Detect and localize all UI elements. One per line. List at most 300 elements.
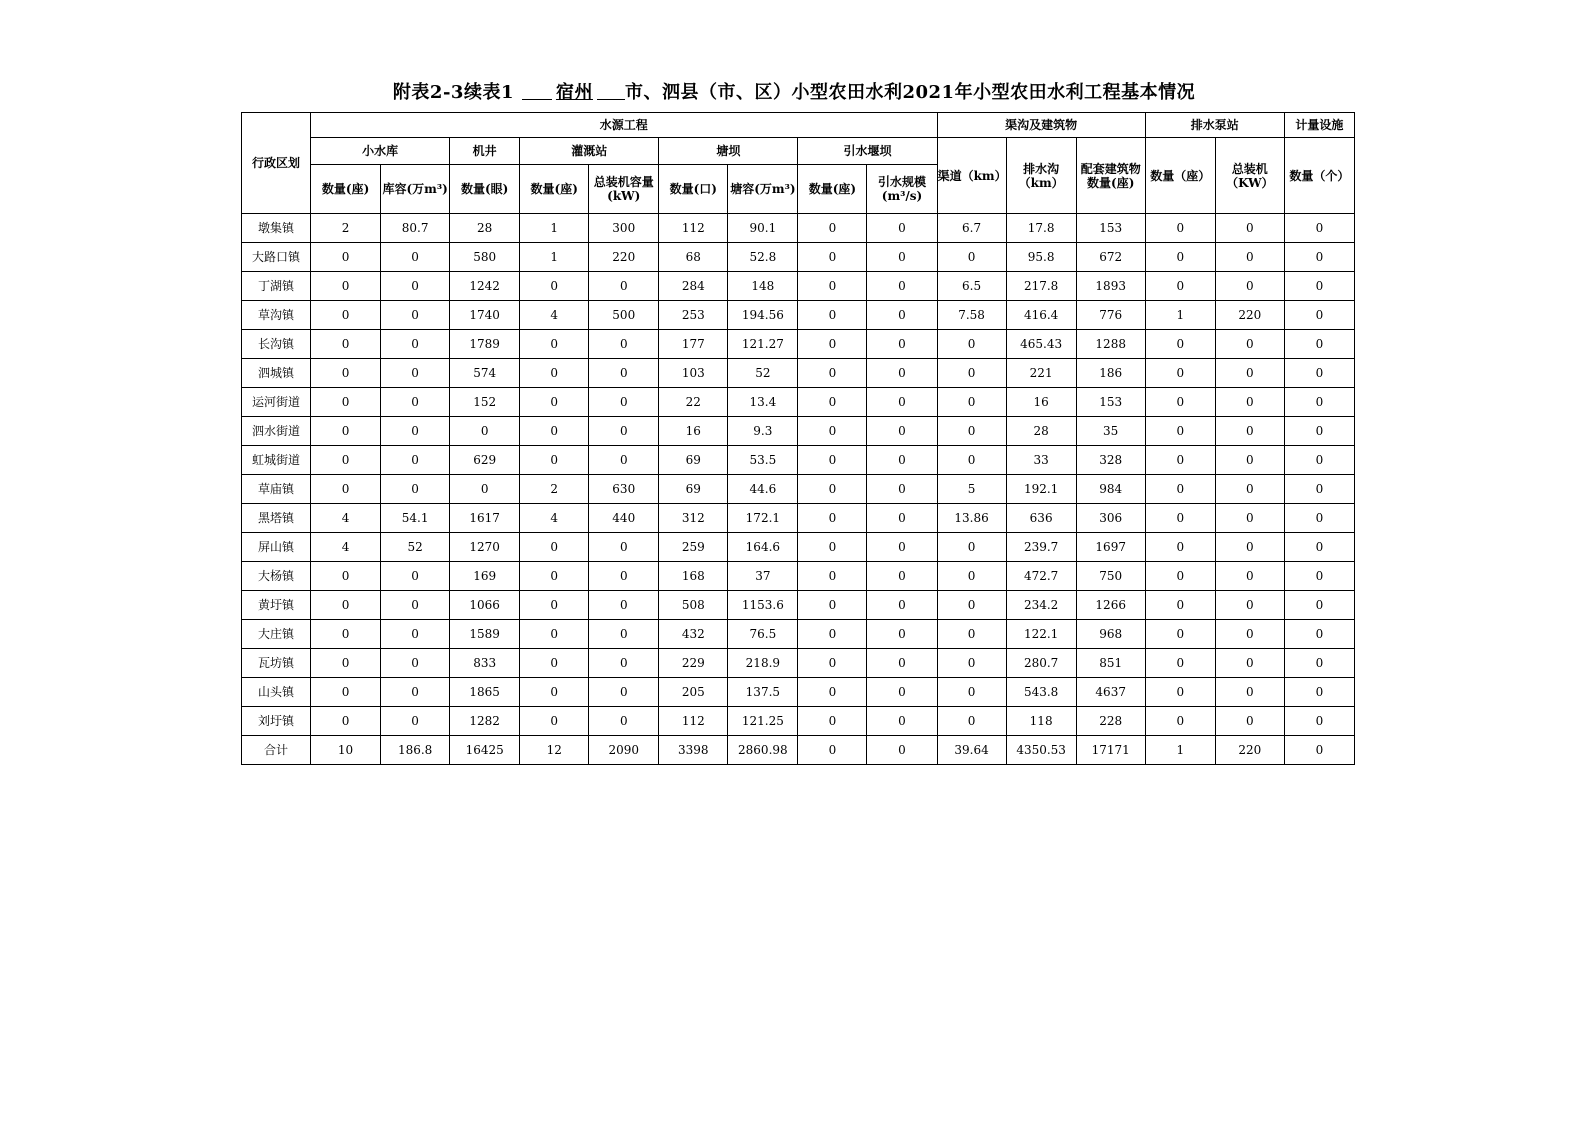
table-cell: 0 xyxy=(1145,214,1215,243)
table-cell: 7.58 xyxy=(937,301,1006,330)
table-cell: 0 xyxy=(311,678,381,707)
table-cell: 0 xyxy=(798,707,867,736)
table-cell: 4 xyxy=(520,504,589,533)
table-cell: 0 xyxy=(937,417,1006,446)
table-cell: 0 xyxy=(937,243,1006,272)
table-cell: 0 xyxy=(311,388,381,417)
region-cell: 大杨镇 xyxy=(242,562,311,591)
table-cell: 28 xyxy=(450,214,520,243)
table-cell: 500 xyxy=(589,301,659,330)
table-cell: 228 xyxy=(1076,707,1145,736)
table-cell: 0 xyxy=(867,417,937,446)
table-cell: 0 xyxy=(381,678,450,707)
table-cell: 0 xyxy=(867,301,937,330)
table-cell: 0 xyxy=(381,417,450,446)
table-cell: 1789 xyxy=(450,330,520,359)
table-cell: 0 xyxy=(520,359,589,388)
table-cell: 0 xyxy=(1215,620,1284,649)
header-metering: 计量设施 xyxy=(1284,113,1354,138)
table-cell: 1153.6 xyxy=(728,591,798,620)
table-cell: 1282 xyxy=(450,707,520,736)
table-cell: 0 xyxy=(867,446,937,475)
table-cell: 0 xyxy=(1284,533,1354,562)
table-row xyxy=(242,301,1355,330)
table-cell: 0 xyxy=(1284,272,1354,301)
table-row xyxy=(242,388,1355,417)
table-cell: 0 xyxy=(520,446,589,475)
total-row xyxy=(242,736,1355,765)
table-cell: 186.8 xyxy=(381,736,450,765)
table-cell: 0 xyxy=(798,272,867,301)
table-cell: 0 xyxy=(867,475,937,504)
table-cell: 12 xyxy=(520,736,589,765)
table-cell: 1893 xyxy=(1076,272,1145,301)
table-cell: 0 xyxy=(1145,243,1215,272)
table-cell: 851 xyxy=(1076,649,1145,678)
table-cell: 0 xyxy=(381,562,450,591)
table-cell: 0 xyxy=(1145,620,1215,649)
table-cell: 0 xyxy=(937,707,1006,736)
header-station-power: 总装机容量(kW) xyxy=(589,165,659,214)
table-cell: 0 xyxy=(520,330,589,359)
header-well-count: 数量(眼) xyxy=(450,165,520,214)
table-cell: 472.7 xyxy=(1006,562,1076,591)
table-cell: 1288 xyxy=(1076,330,1145,359)
header-metering-count: 数量（个） xyxy=(1284,138,1354,214)
table-cell: 218.9 xyxy=(728,649,798,678)
table-cell: 0 xyxy=(381,620,450,649)
table-cell: 121.27 xyxy=(728,330,798,359)
table-cell: 0 xyxy=(867,330,937,359)
table-cell: 44.6 xyxy=(728,475,798,504)
table-cell: 148 xyxy=(728,272,798,301)
table-cell: 968 xyxy=(1076,620,1145,649)
region-cell: 屏山镇 xyxy=(242,533,311,562)
table-row xyxy=(242,272,1355,301)
table-row xyxy=(242,359,1355,388)
table-cell: 10 xyxy=(311,736,381,765)
table-cell: 0 xyxy=(311,591,381,620)
region-cell: 大路口镇 xyxy=(242,243,311,272)
table-cell: 0 xyxy=(1284,620,1354,649)
table-cell: 0 xyxy=(1145,359,1215,388)
table-cell: 0 xyxy=(798,533,867,562)
table-cell: 0 xyxy=(589,330,659,359)
table-cell: 0 xyxy=(798,388,867,417)
table-cell: 328 xyxy=(1076,446,1145,475)
table-cell: 0 xyxy=(937,359,1006,388)
header-small-reservoir: 小水库 xyxy=(311,138,450,165)
table-cell: 0 xyxy=(589,388,659,417)
table-row xyxy=(242,591,1355,620)
page-title xyxy=(0,78,1588,104)
table-cell: 4637 xyxy=(1076,678,1145,707)
table-cell: 574 xyxy=(450,359,520,388)
table-cell: 0 xyxy=(867,707,937,736)
table-cell: 0 xyxy=(1215,707,1284,736)
table-cell: 0 xyxy=(589,649,659,678)
title-prefix: 附表2-3续表1 xyxy=(392,82,514,103)
table-body xyxy=(242,214,1355,765)
table-cell: 1266 xyxy=(1076,591,1145,620)
table-cell: 1 xyxy=(1145,301,1215,330)
table-cell: 0 xyxy=(381,330,450,359)
table-cell: 68 xyxy=(659,243,728,272)
table-cell: 0 xyxy=(1284,330,1354,359)
table-cell: 172.1 xyxy=(728,504,798,533)
table-cell: 0 xyxy=(1284,475,1354,504)
table-cell: 2860.98 xyxy=(728,736,798,765)
table-cell: 1270 xyxy=(450,533,520,562)
table-cell: 118 xyxy=(1006,707,1076,736)
table-cell: 0 xyxy=(1215,678,1284,707)
table-cell: 0 xyxy=(1215,649,1284,678)
region-cell: 墩集镇 xyxy=(242,214,311,243)
table-cell: 4 xyxy=(311,533,381,562)
table-cell: 112 xyxy=(659,707,728,736)
title-blank-right xyxy=(597,85,625,100)
header-pond-count: 数量(口) xyxy=(659,165,728,214)
table-cell: 1589 xyxy=(450,620,520,649)
table-cell: 69 xyxy=(659,446,728,475)
table-cell: 0 xyxy=(1284,707,1354,736)
table-cell: 229 xyxy=(659,649,728,678)
table-cell: 6.7 xyxy=(937,214,1006,243)
table-cell: 0 xyxy=(520,649,589,678)
table-row xyxy=(242,417,1355,446)
table-cell: 16 xyxy=(1006,388,1076,417)
table-cell: 0 xyxy=(867,533,937,562)
header-reservoir-capacity: 库容(万m³) xyxy=(381,165,450,214)
table-cell: 0 xyxy=(381,301,450,330)
table-cell: 465.43 xyxy=(1006,330,1076,359)
table-cell: 194.56 xyxy=(728,301,798,330)
table-cell: 0 xyxy=(798,359,867,388)
table-header xyxy=(242,113,1355,214)
table-cell: 52.8 xyxy=(728,243,798,272)
table-cell: 0 xyxy=(1145,417,1215,446)
table-cell: 69 xyxy=(659,475,728,504)
table-cell: 1066 xyxy=(450,591,520,620)
table-cell: 833 xyxy=(450,649,520,678)
table-cell: 0 xyxy=(381,359,450,388)
irrigation-works-table xyxy=(241,112,1355,765)
table-cell: 0 xyxy=(937,533,1006,562)
table-cell: 0 xyxy=(381,272,450,301)
table-cell: 0 xyxy=(798,417,867,446)
table-row xyxy=(242,475,1355,504)
table-cell: 0 xyxy=(311,272,381,301)
table-cell: 0 xyxy=(867,678,937,707)
table-cell: 0 xyxy=(1145,475,1215,504)
table-cell: 0 xyxy=(1215,533,1284,562)
table-cell: 0 xyxy=(1145,446,1215,475)
header-reservoir-count: 数量(座) xyxy=(311,165,381,214)
table-cell: 53.5 xyxy=(728,446,798,475)
table-cell: 112 xyxy=(659,214,728,243)
table-cell: 54.1 xyxy=(381,504,450,533)
table-cell: 13.86 xyxy=(937,504,1006,533)
table-row xyxy=(242,649,1355,678)
table-cell: 0 xyxy=(1215,243,1284,272)
table-cell: 17.8 xyxy=(1006,214,1076,243)
table-row xyxy=(242,214,1355,243)
table-cell: 0 xyxy=(798,562,867,591)
header-irrigation-station: 灌溉站 xyxy=(520,138,659,165)
table-cell: 636 xyxy=(1006,504,1076,533)
table-cell: 0 xyxy=(798,446,867,475)
table-cell: 0 xyxy=(1284,243,1354,272)
table-cell: 90.1 xyxy=(728,214,798,243)
region-cell: 长沟镇 xyxy=(242,330,311,359)
table-row xyxy=(242,620,1355,649)
table-cell: 2090 xyxy=(589,736,659,765)
table-cell: 0 xyxy=(589,446,659,475)
table-row xyxy=(242,330,1355,359)
table-cell: 0 xyxy=(1215,475,1284,504)
table-cell: 580 xyxy=(450,243,520,272)
table-cell: 1697 xyxy=(1076,533,1145,562)
table-cell: 4 xyxy=(520,301,589,330)
table-cell: 0 xyxy=(1284,301,1354,330)
table-cell: 672 xyxy=(1076,243,1145,272)
table-cell: 205 xyxy=(659,678,728,707)
table-cell: 153 xyxy=(1076,214,1145,243)
table-cell: 0 xyxy=(867,359,937,388)
table-cell: 1242 xyxy=(450,272,520,301)
table-cell: 0 xyxy=(867,504,937,533)
table-cell: 0 xyxy=(937,591,1006,620)
table-cell: 0 xyxy=(937,678,1006,707)
table-cell: 0 xyxy=(1145,649,1215,678)
header-station-count: 数量(座) xyxy=(520,165,589,214)
table-cell: 220 xyxy=(1215,301,1284,330)
table-cell: 0 xyxy=(937,620,1006,649)
table-cell: 0 xyxy=(520,533,589,562)
table-cell: 13.4 xyxy=(728,388,798,417)
table-cell: 0 xyxy=(1215,330,1284,359)
table-cell: 0 xyxy=(937,562,1006,591)
table-cell: 0 xyxy=(1145,562,1215,591)
table-cell: 6.5 xyxy=(937,272,1006,301)
table-cell: 152 xyxy=(450,388,520,417)
table-cell: 33 xyxy=(1006,446,1076,475)
header-drainage-station: 排水泵站 xyxy=(1145,113,1284,138)
table-cell: 164.6 xyxy=(728,533,798,562)
table-cell: 416.4 xyxy=(1006,301,1076,330)
table-cell: 186 xyxy=(1076,359,1145,388)
region-cell: 泗水街道 xyxy=(242,417,311,446)
table-cell: 0 xyxy=(798,214,867,243)
region-cell: 草庙镇 xyxy=(242,475,311,504)
table-cell: 0 xyxy=(867,649,937,678)
table-cell: 192.1 xyxy=(1006,475,1076,504)
table-cell: 0 xyxy=(381,707,450,736)
table-cell: 16 xyxy=(659,417,728,446)
table-cell: 0 xyxy=(867,243,937,272)
table-cell: 37 xyxy=(728,562,798,591)
table-cell: 750 xyxy=(1076,562,1145,591)
table-cell: 234.2 xyxy=(1006,591,1076,620)
table-cell: 0 xyxy=(1215,214,1284,243)
table-cell: 0 xyxy=(311,562,381,591)
table-cell: 95.8 xyxy=(1006,243,1076,272)
table-cell: 217.8 xyxy=(1006,272,1076,301)
table-cell: 0 xyxy=(798,243,867,272)
table-cell: 35 xyxy=(1076,417,1145,446)
table-cell: 0 xyxy=(867,562,937,591)
header-channels: 渠沟及建筑物 xyxy=(937,113,1145,138)
table-cell: 0 xyxy=(589,591,659,620)
table-cell: 0 xyxy=(589,417,659,446)
table-cell: 0 xyxy=(798,649,867,678)
table-cell: 0 xyxy=(311,707,381,736)
region-cell: 黄圩镇 xyxy=(242,591,311,620)
table-cell: 52 xyxy=(381,533,450,562)
table-cell: 630 xyxy=(589,475,659,504)
table-cell: 0 xyxy=(311,620,381,649)
header-canal-km: 渠道（km） xyxy=(937,138,1006,214)
table-cell: 0 xyxy=(1284,736,1354,765)
table-cell: 0 xyxy=(1284,417,1354,446)
table-cell: 0 xyxy=(1145,591,1215,620)
table-cell: 0 xyxy=(798,678,867,707)
header-drainage-count: 数量（座） xyxy=(1145,138,1215,214)
table-cell: 103 xyxy=(659,359,728,388)
table-cell: 0 xyxy=(1284,504,1354,533)
table-cell: 0 xyxy=(1145,707,1215,736)
table-cell: 0 xyxy=(589,678,659,707)
table-cell: 0 xyxy=(798,736,867,765)
table-cell: 0 xyxy=(589,620,659,649)
table-cell: 0 xyxy=(1215,446,1284,475)
table-row xyxy=(242,533,1355,562)
table-cell: 0 xyxy=(311,417,381,446)
table-cell: 0 xyxy=(520,678,589,707)
table-cell: 0 xyxy=(311,243,381,272)
table-cell: 1865 xyxy=(450,678,520,707)
table-cell: 0 xyxy=(1215,591,1284,620)
title-blank-left xyxy=(522,85,552,100)
table-cell: 0 xyxy=(1284,591,1354,620)
region-cell: 合计 xyxy=(242,736,311,765)
table-cell: 0 xyxy=(1145,272,1215,301)
table-cell: 9.3 xyxy=(728,417,798,446)
table-cell: 440 xyxy=(589,504,659,533)
region-cell: 泗城镇 xyxy=(242,359,311,388)
table-cell: 984 xyxy=(1076,475,1145,504)
table-row xyxy=(242,562,1355,591)
table-cell: 776 xyxy=(1076,301,1145,330)
region-cell: 大庄镇 xyxy=(242,620,311,649)
table-cell: 0 xyxy=(798,591,867,620)
table-cell: 0 xyxy=(520,707,589,736)
table-cell: 280.7 xyxy=(1006,649,1076,678)
header-pond-dam: 塘坝 xyxy=(659,138,798,165)
table-row xyxy=(242,446,1355,475)
table-cell: 306 xyxy=(1076,504,1145,533)
table-cell: 0 xyxy=(311,649,381,678)
table-cell: 0 xyxy=(381,243,450,272)
table-cell: 0 xyxy=(450,475,520,504)
table-cell: 3398 xyxy=(659,736,728,765)
table-cell: 312 xyxy=(659,504,728,533)
table-cell: 168 xyxy=(659,562,728,591)
table-cell: 5 xyxy=(937,475,1006,504)
table-cell: 432 xyxy=(659,620,728,649)
table-cell: 0 xyxy=(1215,417,1284,446)
region-cell: 运河街道 xyxy=(242,388,311,417)
table-cell: 259 xyxy=(659,533,728,562)
table-row xyxy=(242,504,1355,533)
region-cell: 虹城街道 xyxy=(242,446,311,475)
table-cell: 4 xyxy=(311,504,381,533)
table-cell: 0 xyxy=(937,330,1006,359)
table-cell: 16425 xyxy=(450,736,520,765)
table-cell: 0 xyxy=(589,562,659,591)
table-cell: 0 xyxy=(1284,649,1354,678)
table-cell: 0 xyxy=(311,475,381,504)
title-city: 宿州 xyxy=(555,82,593,103)
header-water-source: 水源工程 xyxy=(311,113,938,138)
table-cell: 0 xyxy=(1284,388,1354,417)
table-cell: 300 xyxy=(589,214,659,243)
table-cell: 508 xyxy=(659,591,728,620)
table-cell: 0 xyxy=(381,591,450,620)
table-cell: 0 xyxy=(520,620,589,649)
header-pond-capacity: 塘容(万m³) xyxy=(728,165,798,214)
table-cell: 220 xyxy=(1215,736,1284,765)
table-cell: 221 xyxy=(1006,359,1076,388)
table-cell: 239.7 xyxy=(1006,533,1076,562)
table-cell: 0 xyxy=(867,620,937,649)
region-cell: 黑塔镇 xyxy=(242,504,311,533)
region-cell: 瓦坊镇 xyxy=(242,649,311,678)
table-cell: 39.64 xyxy=(937,736,1006,765)
table-cell: 17171 xyxy=(1076,736,1145,765)
table-cell: 0 xyxy=(450,417,520,446)
table-row xyxy=(242,678,1355,707)
header-region: 行政区划 xyxy=(242,113,311,214)
table-cell: 137.5 xyxy=(728,678,798,707)
table-cell: 0 xyxy=(867,214,937,243)
header-weir-scale: 引水规模(m³/s) xyxy=(867,165,937,214)
table-cell: 0 xyxy=(1215,504,1284,533)
table-cell: 0 xyxy=(867,591,937,620)
table-cell: 0 xyxy=(1215,388,1284,417)
table-cell: 0 xyxy=(1215,359,1284,388)
header-weir-count: 数量(座) xyxy=(798,165,867,214)
table-cell: 1 xyxy=(520,214,589,243)
table-cell: 0 xyxy=(311,301,381,330)
table-cell: 2 xyxy=(520,475,589,504)
table-cell: 220 xyxy=(589,243,659,272)
table-cell: 0 xyxy=(520,272,589,301)
table-row xyxy=(242,243,1355,272)
region-cell: 刘圩镇 xyxy=(242,707,311,736)
table-cell: 169 xyxy=(450,562,520,591)
table-cell: 0 xyxy=(1145,678,1215,707)
table-cell: 1617 xyxy=(450,504,520,533)
table-cell: 629 xyxy=(450,446,520,475)
table-cell: 4350.53 xyxy=(1006,736,1076,765)
table-cell: 0 xyxy=(1145,504,1215,533)
header-well: 机井 xyxy=(450,138,520,165)
header-drainage-power: 总装机（KW） xyxy=(1215,138,1284,214)
header-structures-count: 配套建筑物数量(座) xyxy=(1076,138,1145,214)
table-cell: 0 xyxy=(1284,359,1354,388)
table-cell: 284 xyxy=(659,272,728,301)
